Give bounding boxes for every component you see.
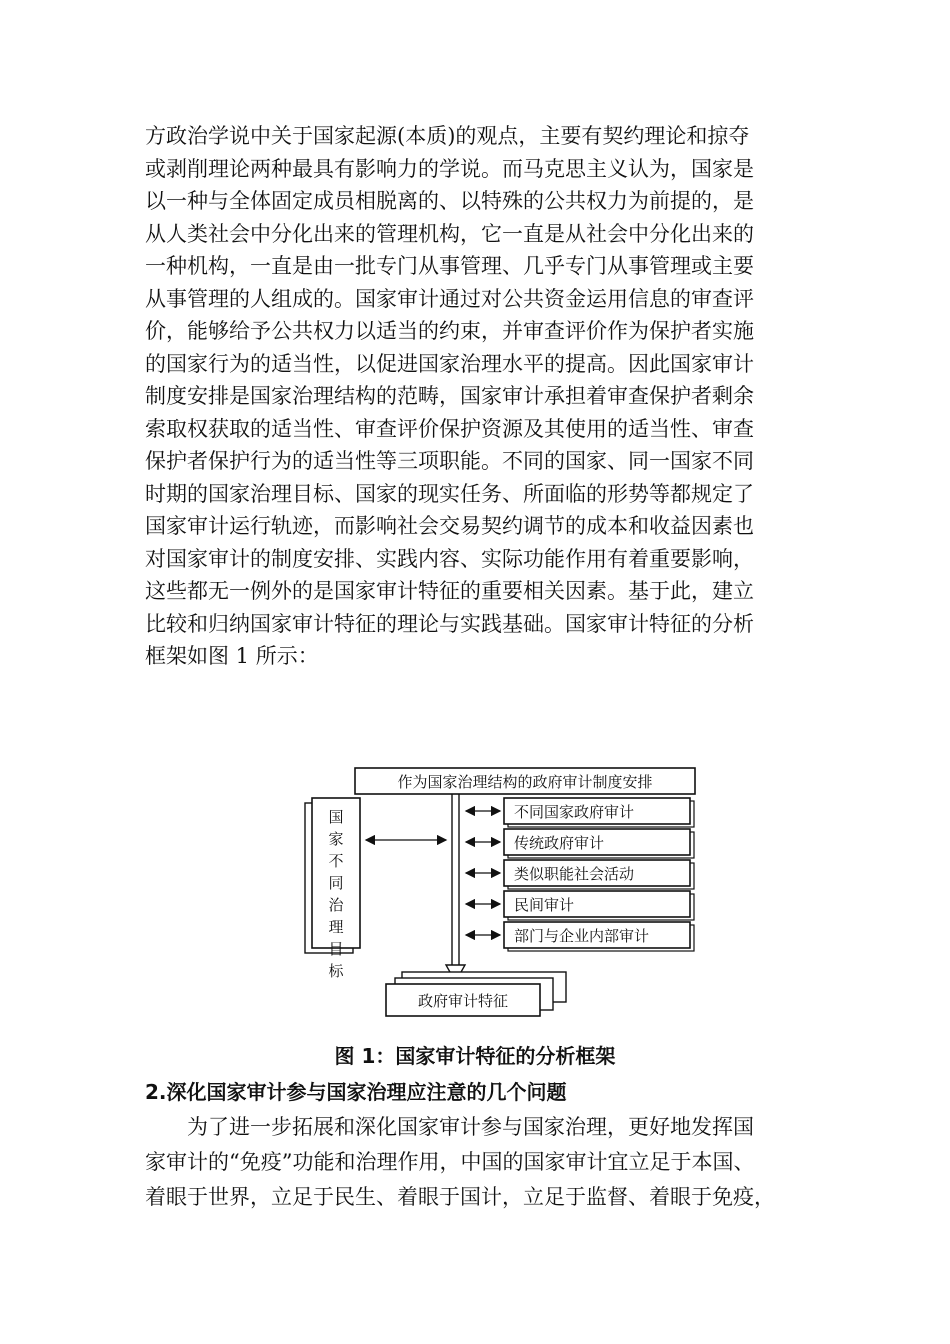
right-item-label: 不同国家政府审计 — [514, 803, 635, 821]
left-box-char: 同 — [328, 874, 344, 892]
right-item-label: 传统政府审计 — [514, 834, 605, 852]
paragraph-2 — [145, 1110, 825, 1215]
text-line: 着眼于世界，立足于民生、着眼于国计，立足于监督、着眼于免疫， — [145, 1185, 775, 1209]
right-items-group — [466, 798, 694, 951]
framework-diagram — [0, 760, 950, 1030]
text-line: 家审计的“免疫”功能和治理作用，中国的国家审计宜立足于本国、 — [145, 1150, 755, 1174]
left-box-char: 不 — [328, 852, 344, 870]
right-item-label: 民间审计 — [514, 896, 575, 914]
text-line: 比较和归纳国家审计特征的理论与实践基础。国家审计特征的分析 — [145, 611, 754, 636]
paragraph-1 — [145, 120, 805, 673]
right-item-label: 类似职能社会活动 — [514, 865, 635, 883]
text-line: 为了进一步拓展和深化国家审计参与国家治理，更好地发挥国 — [145, 1115, 754, 1139]
analysis-framework-figure — [0, 760, 950, 1030]
text-line: 价，能够给予公共权力以适当的约束，并审查评价作为保护者实施 — [145, 319, 754, 343]
text-line: 一种机构，一直是由一批专门从事管理、几乎专门从事管理或主要 — [145, 254, 754, 278]
text-line: 从事管理的人组成的。国家审计通过对公共资金运用信息的审查评 — [145, 286, 754, 311]
left-box-char: 国 — [328, 808, 344, 826]
left-box-char: 目 — [328, 940, 344, 958]
left-box-char: 标 — [328, 962, 344, 980]
text-line: 方政治学说中关于国家起源(本质)的观点，主要有契约理论和掠夺 — [145, 124, 750, 148]
left-box-char: 家 — [328, 830, 344, 848]
text-line: 框架如图 1 所示： — [145, 644, 319, 668]
top-box-label: 作为国家治理结构的政府审计制度安排 — [397, 773, 653, 791]
text-line: 这些都无一例外的是国家审计特征的重要相关因素。基于此，建立 — [145, 579, 754, 603]
text-line: 的国家行为的适当性，以促进国家治理水平的提高。因此国家审计 — [145, 351, 754, 376]
text-line: 对国家审计的制度安排、实践内容、实际功能作用有着重要影响， — [145, 546, 754, 571]
left-box-char: 治 — [328, 896, 344, 914]
text-line: 制度安排是国家治理结构的范畴，国家审计承担着审查保护者剩余 — [145, 384, 754, 408]
figure-caption: 图 1：国家审计特征的分析框架 — [334, 1044, 616, 1068]
text-line: 从人类社会中分化出来的管理机构，它一直是从社会中分化出来的 — [145, 221, 754, 246]
right-item-label: 部门与企业内部审计 — [514, 927, 650, 945]
left-box-char: 理 — [328, 918, 344, 936]
text-line: 索取权获取的适当性、审查评价保护资源及其使用的适当性、审查 — [145, 416, 754, 441]
section-heading: 2.深化国家审计参与国家治理应注意的几个问题 — [145, 1080, 567, 1104]
text-line: 或剥削理论两种最具有影响力的学说。而马克思主义认为，国家是 — [145, 156, 754, 181]
bottom-box-label: 政府审计特征 — [417, 992, 509, 1010]
text-line: 以一种与全体固定成员相脱离的、以特殊的公共权力为前提的，是 — [145, 189, 754, 213]
text-line: 国家审计运行轨迹，而影响社会交易契约调节的成本和收益因素也 — [145, 514, 754, 538]
text-line: 保护者保护行为的适当性等三项职能。不同的国家、同一国家不同 — [145, 449, 754, 473]
text-line: 时期的国家治理目标、国家的现实任务、所面临的形势等都规定了 — [145, 481, 754, 506]
